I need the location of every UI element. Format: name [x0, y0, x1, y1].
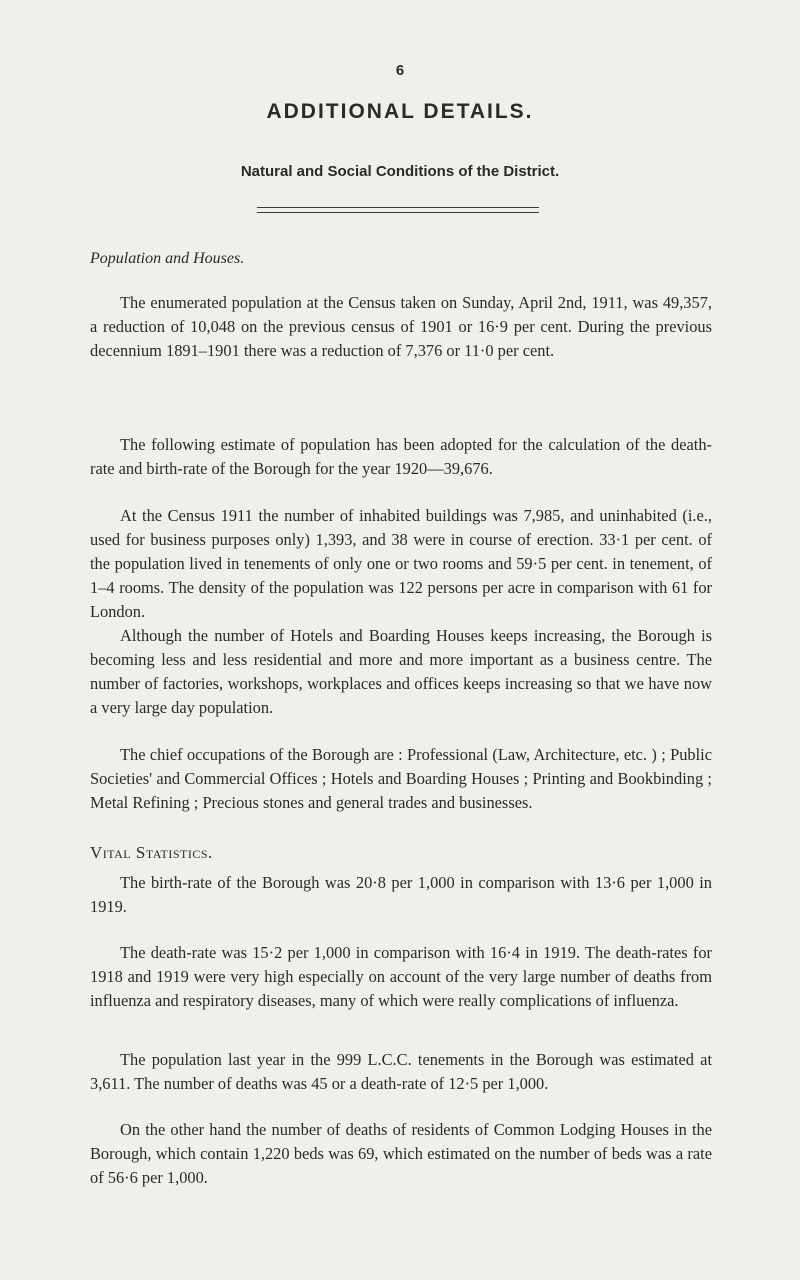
- paragraph-birth-rate: The birth-rate of the Borough was 20·8 per 1,000 in comparison with 13·6 per 1,000 in 1919.: [90, 873, 712, 916]
- double-rule-top: [257, 207, 539, 208]
- section-title-population: Population and Houses.: [90, 250, 245, 267]
- paragraph-estimate: The following estimate of population has been adopted for the calculation of the death-rate and birth-rate of the Borough for the year 1920—39,676.: [90, 435, 712, 478]
- paragraph-census: The enumerated population at the Census taken on Sunday, April 2nd, 1911, was 49,357, a reduction of 10,048 on the previous census of 1901 or 16·9 per cent. During the previous decennium 1891–1901 there was a reduction of 7,376 or 11·0 per cent.: [90, 293, 712, 360]
- paragraph-death-rate: The death-rate was 15·2 per 1,000 in comparison with 16·4 in 1919. The death-rates for 1918 and 1919 were very high especially on account of the very large number of deaths from influenza and respiratory diseases, many of which were really complications of influenza.: [90, 943, 712, 1010]
- paragraph-lcc-tenements: The population last year in the 999 L.C.C. tenements in the Borough was estimated at 3,611. The number of deaths was 45 or a death-rate of 12·5 per 1,000.: [90, 1050, 712, 1093]
- page-subtitle: Natural and Social Conditions of the District.: [240, 163, 560, 180]
- paragraph-business-centre: Although the number of Hotels and Boarding Houses keeps increasing, the Borough is becoming less and less residential and more and more important as a business centre. The number of factories, workshops, workplaces and offices keeps increasing so that we have now a very large day population.: [90, 626, 712, 717]
- paragraph-buildings: At the Census 1911 the number of inhabited buildings was 7,985, and uninhabited (i.e., used for business purposes only) 1,393, and 38 were in course of erection. 33·1 per cent. of the population lived in tenements of only one or two rooms and 59·5 per cent. in tenement, of 1–4 rooms. The density of the population was 122 persons per acre in comparison with 61 for London.: [90, 506, 712, 621]
- section-title-vital-statistics: Vital Statistics.: [90, 843, 213, 862]
- paragraph-lodging-houses: On the other hand the number of deaths of residents of Common Lodging Houses in the Borough, which contain 1,220 beds was 69, which estimated on the number of beds was a rate of 56·6 per 1,000.: [90, 1120, 712, 1187]
- double-rule-bottom: [257, 212, 539, 213]
- page-number: 6: [395, 62, 405, 79]
- page-title: ADDITIONAL DETAILS.: [266, 100, 534, 123]
- paragraph-occupations: The chief occupations of the Borough are : Professional (Law, Architecture, etc. ) ; Public Societies' and Commercial Offices ; Hotels and Boarding Houses ; Printing and Bookbinding ; Metal Refining ; Precious stones and general trades and businesses.: [90, 745, 712, 812]
